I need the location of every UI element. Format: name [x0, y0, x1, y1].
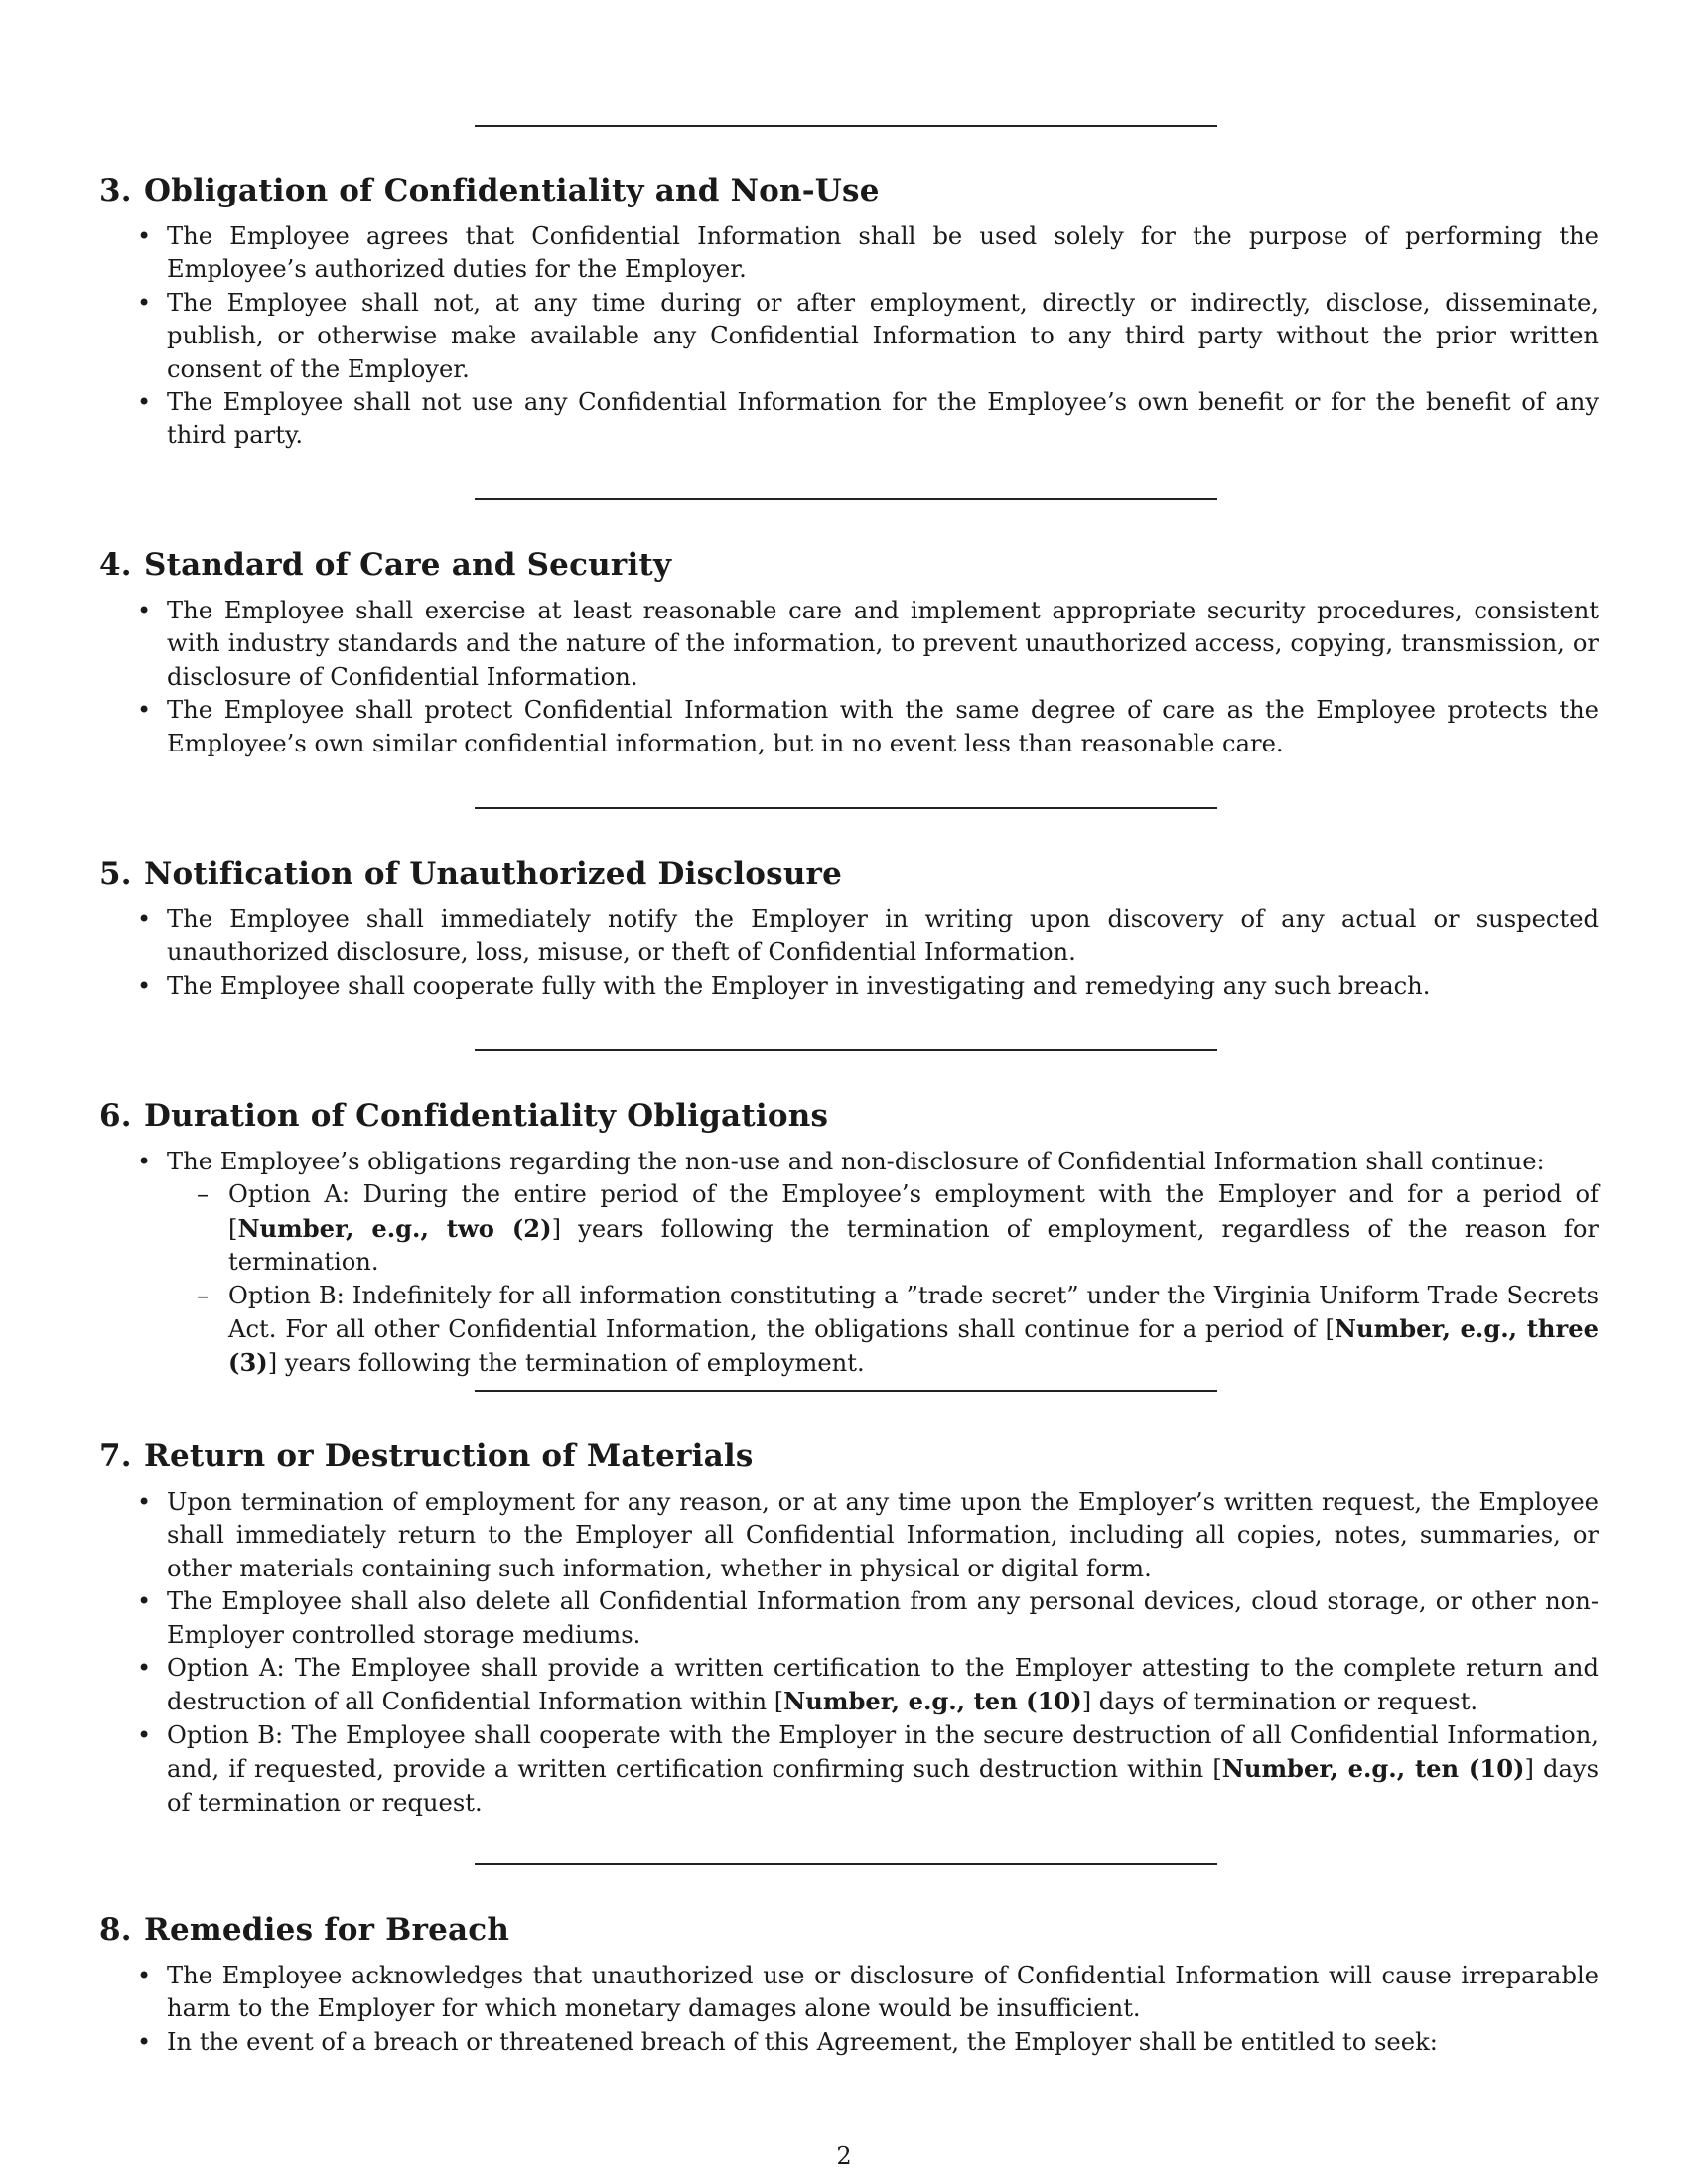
option-list: [167, 1178, 1599, 1380]
section-heading: [99, 1436, 1599, 1476]
bullet-list: [99, 903, 1599, 1003]
placeholder-value: Number, e.g., ten (10): [783, 1687, 1082, 1716]
bullet-list: [99, 1146, 1599, 1381]
section-6: [99, 1096, 1599, 1381]
list-item: • The Employee shall also delete all Confidential Information from any personal devices, cloud storage, or other non-Employer controlled storage mediums.: [99, 1585, 1599, 1652]
placeholder-value: Number, e.g., two (2): [237, 1213, 552, 1243]
section-heading: [99, 1096, 1599, 1136]
list-item-text: The Employee’s obligations regarding the non-use and non-disclosure of Confidential Information shall continue:: [167, 1148, 1545, 1175]
page-number: 2: [836, 2142, 852, 2170]
placeholder-value: Number, e.g., ten (10): [1221, 1754, 1525, 1784]
list-item: [99, 1652, 1599, 1719]
option-text: ] years following the termination of employment, regardless of the reason for termination.: [228, 1214, 1599, 1277]
section-5: [99, 854, 1599, 1003]
section-number: 7.: [99, 1438, 132, 1474]
option-item: [167, 1280, 1599, 1381]
list-item: • The Employee acknowledges that unauthorized use or disclosure of Confidential Information will cause irreparable harm to the Employer for which monetary damages alone would be insufficient.: [99, 1960, 1599, 2026]
section-number: 3.: [99, 173, 132, 208]
list-item: • The Employee shall not use any Confidential Information for the Employee’s own benefit or for the benefit of any third party.: [99, 386, 1599, 453]
section-divider: [475, 1390, 1217, 1392]
option-text: ] days of termination or request.: [1081, 1688, 1478, 1716]
option-text: ] days of termination or request.: [167, 1755, 1599, 1817]
section-divider: [475, 1863, 1217, 1865]
section-divider: [475, 498, 1217, 500]
section-divider: [475, 807, 1217, 809]
section-heading: [99, 171, 1599, 210]
list-item: [99, 1146, 1599, 1381]
section-heading: [99, 1910, 1599, 1950]
list-item: • In the event of a breach or threatened breach of this Agreement, the Employer shall be entitled to seek:: [99, 2026, 1599, 2059]
option-text: Option B: Indefinitely for all information constituting a ”trade secret” under the Virginia Uniform Trade Secrets Act. For all other Confidential Information, the obligations shall continue for a period of [: [228, 1281, 1599, 1344]
section-number: 5.: [99, 856, 132, 891]
section-heading: [99, 854, 1599, 893]
list-item: • The Employee shall cooperate fully with the Employer in investigating and remedying any such breach.: [99, 970, 1599, 1003]
section-4: [99, 545, 1599, 760]
list-item: • The Employee shall not, at any time during or after employment, directly or indirectly, disclose, disseminate, publish, or otherwise make available any Confidential Information to any third party without the prior written consent of the Employer.: [99, 287, 1599, 386]
list-item: • The Employee shall protect Confidential Information with the same degree of care as the Employee protects the Employee’s own similar confidential information, but in no event less than reasonable care.: [99, 694, 1599, 760]
option-text: Option B: The Employee shall cooperate with the Employer in the secure destruction of all Confidential Information, and, if requested, provide a written certification confirming such destruction within [: [167, 1720, 1599, 1784]
list-item: • Upon termination of employment for any reason, or at any time upon the Employer’s written request, the Employee shall immediately return to the Employer all Confidential Information, including all copies, notes, summaries, or other materials containing such information, whether in physical or digital form.: [99, 1486, 1599, 1585]
section-8: [99, 1910, 1599, 2059]
bullet-list: [99, 220, 1599, 453]
bullet-list: [99, 595, 1599, 760]
option-text: Option A: During the entire period of the Employee’s employment with the Employer and for a period of [: [228, 1180, 1599, 1243]
list-item: • The Employee shall immediately notify the Employer in writing upon discovery of any actual or suspected unauthorized disclosure, loss, misuse, or theft of Confidential Information.: [99, 903, 1599, 970]
section-number: 8.: [99, 1912, 132, 1948]
section-number: 4.: [99, 547, 132, 583]
list-item: • The Employee agrees that Confidential Information shall be used solely for the purpose of performing the Employee’s authorized duties for the Employer.: [99, 220, 1599, 287]
section-title: Notification of Unauthorized Disclosure: [144, 856, 843, 891]
section-divider: [475, 1049, 1217, 1051]
section-3: [99, 171, 1599, 453]
section-title: Return or Destruction of Materials: [144, 1438, 754, 1474]
section-title: Standard of Care and Security: [144, 547, 672, 583]
bullet-list: [99, 1960, 1599, 2059]
section-heading: [99, 545, 1599, 585]
option-text: ] years following the termination of employment.: [267, 1349, 865, 1378]
bullet-list: [99, 1486, 1599, 1820]
section-7: [99, 1436, 1599, 1820]
option-text: Option A: The Employee shall provide a written certification to the Employer attesting to the complete return and destruction of all Confidential Information within [: [167, 1654, 1599, 1716]
section-number: 6.: [99, 1098, 132, 1134]
option-item: [167, 1178, 1599, 1279]
placeholder-value: Number, e.g., three (3): [228, 1314, 1599, 1378]
section-title: Obligation of Confidentiality and Non-Use: [144, 173, 880, 208]
list-item: • The Employee shall exercise at least reasonable care and implement appropriate security procedures, consistent with industry standards and the nature of the information, to prevent unauthorized access, copying, transmission, or disclosure of Confidential Information.: [99, 595, 1599, 694]
list-item: [99, 1719, 1599, 1820]
section-title: Duration of Confidentiality Obligations: [144, 1098, 829, 1134]
section-title: Remedies for Breach: [144, 1912, 510, 1948]
section-divider: [475, 125, 1217, 127]
